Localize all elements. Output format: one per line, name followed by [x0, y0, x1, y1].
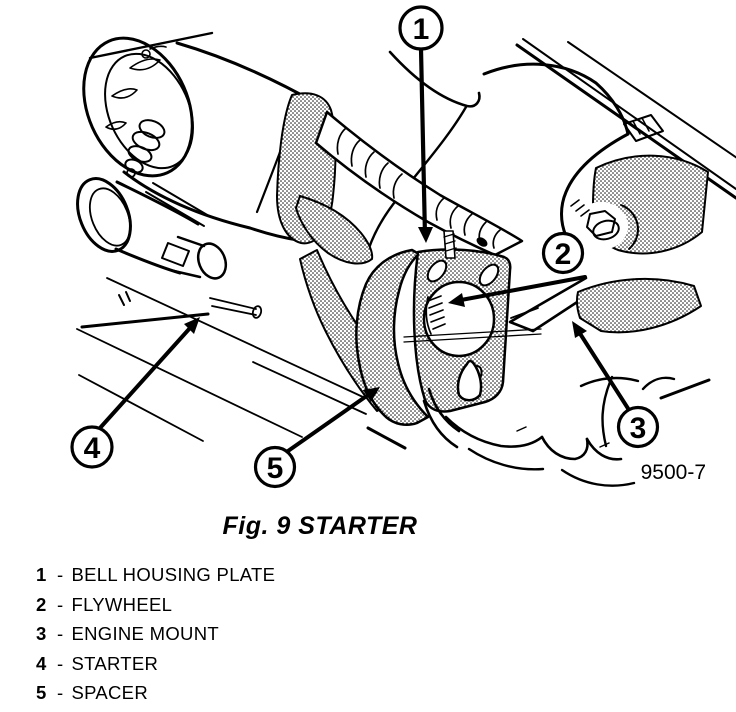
- callout-4: [72, 317, 200, 467]
- engine-mount-drawing: [510, 156, 709, 446]
- figure-reference-code: 9500-7: [640, 461, 706, 484]
- legend-separator: -: [57, 564, 64, 585]
- legend-item-3: [36, 619, 275, 649]
- plate-and-spacer-drawing: [356, 231, 541, 425]
- legend-separator: -: [57, 682, 64, 704]
- legend-item-number: 2: [36, 593, 47, 615]
- legend-separator: -: [57, 652, 64, 674]
- callout-4-number: 4: [83, 431, 101, 465]
- legend-separator: -: [57, 593, 64, 615]
- callout-5: [256, 387, 381, 487]
- callout-5-number: 5: [266, 451, 284, 485]
- starter-motor-drawing: [63, 21, 400, 411]
- legend-item-label: STARTER: [71, 652, 159, 674]
- legend-item-number: 4: [36, 652, 47, 674]
- legend-item-1: [36, 560, 275, 590]
- legend-item-label: BELL HOUSING PLATE: [71, 564, 276, 585]
- callout-1-number: 1: [412, 12, 430, 46]
- parts-legend: [36, 560, 275, 708]
- legend-item-2: [36, 590, 275, 620]
- callout-2-number: 2: [554, 237, 572, 271]
- legend-separator: -: [57, 623, 64, 645]
- legend-item-5: [36, 678, 275, 708]
- legend-item-label: FLYWHEEL: [71, 593, 173, 615]
- legend-item-label: SPACER: [71, 682, 148, 704]
- legend-item-number: 5: [36, 682, 47, 704]
- legend-item-label: ENGINE MOUNT: [71, 623, 219, 645]
- callout-3-number: 3: [629, 411, 647, 445]
- figure-caption: Fig. 9 STARTER: [222, 512, 418, 540]
- legend-item-number: 3: [36, 623, 47, 645]
- legend-item-number: 1: [36, 564, 47, 585]
- legend-item-4: [36, 649, 275, 679]
